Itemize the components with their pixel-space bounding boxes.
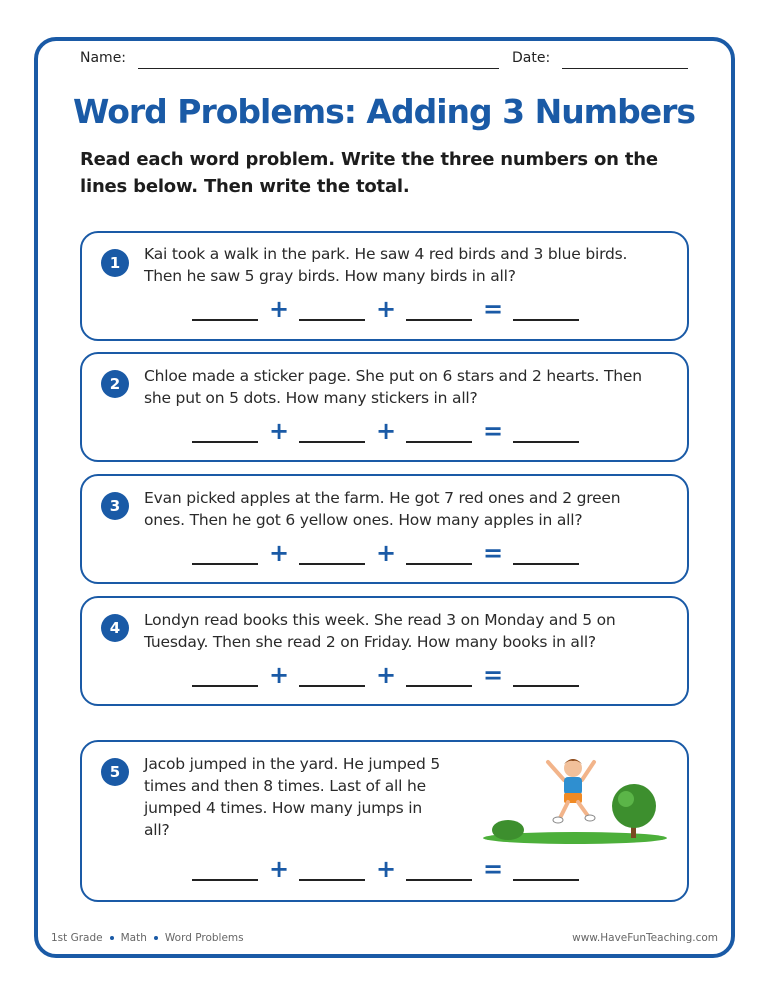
problem-card <box>80 596 689 706</box>
problem-text-line: Kai took a walk in the park. He saw 4 red birds and 3 blue birds. <box>144 245 628 263</box>
problem-text <box>144 365 642 409</box>
problem-text-line: Tuesday. Then she read 2 on Friday. How many books in all? <box>144 633 596 651</box>
answer-blank[interactable] <box>299 319 365 321</box>
plus-sign: + <box>375 855 397 883</box>
equals-sign: = <box>482 295 504 323</box>
name-line[interactable] <box>138 68 499 69</box>
plus-sign: + <box>375 295 397 323</box>
boy-jumping-illustration <box>480 754 672 854</box>
equation-row <box>192 855 592 885</box>
total-blank[interactable] <box>513 441 579 443</box>
problem-number-badge: 3 <box>101 492 129 520</box>
equals-sign: = <box>482 661 504 689</box>
plus-sign: + <box>268 295 290 323</box>
total-blank[interactable] <box>513 879 579 881</box>
equals-sign: = <box>482 539 504 567</box>
answer-blank[interactable] <box>406 319 472 321</box>
answer-blank[interactable] <box>192 685 258 687</box>
problem-text-line: Then he saw 5 gray birds. How many birds in all? <box>144 267 516 285</box>
instructions: Read each word problem. Write the three numbers on the lines below. Then write the total. <box>80 149 658 197</box>
page-title: Word Problems: Adding 3 Numbers <box>72 92 695 131</box>
plus-sign: + <box>375 661 397 689</box>
answer-blank[interactable] <box>192 441 258 443</box>
footer-topic: Word Problems <box>164 932 244 944</box>
tree-icon <box>612 784 656 828</box>
equation-row <box>192 417 592 447</box>
equation-row <box>192 295 592 325</box>
date-label: Date: <box>512 50 551 66</box>
boy-icon <box>548 759 595 823</box>
problem-text-line: she put on 5 dots. How many stickers in all? <box>144 389 478 407</box>
problem-text <box>144 609 616 653</box>
plus-sign: + <box>268 417 290 445</box>
answer-blank[interactable] <box>406 563 472 565</box>
equals-sign: = <box>482 855 504 883</box>
footer-subject: Math <box>120 932 147 944</box>
problem-number-badge: 2 <box>101 370 129 398</box>
problem-text-line: jumped 4 times. How many jumps in <box>144 799 422 817</box>
problem-number-badge: 4 <box>101 614 129 642</box>
plus-sign: + <box>375 539 397 567</box>
problem-number-badge: 5 <box>101 758 129 786</box>
problem-text-line: all? <box>144 821 170 839</box>
problem-card <box>80 740 689 902</box>
plus-sign: + <box>375 417 397 445</box>
problem-card <box>80 474 689 584</box>
plus-sign: + <box>268 855 290 883</box>
problem-text <box>144 243 627 287</box>
bush-icon <box>492 820 524 840</box>
answer-blank[interactable] <box>299 685 365 687</box>
answer-blank[interactable] <box>192 879 258 881</box>
answer-blank[interactable] <box>192 563 258 565</box>
equation-row <box>192 539 592 569</box>
footer-tags <box>51 932 244 944</box>
problem-text-line: Jacob jumped in the yard. He jumped 5 <box>144 755 441 773</box>
footer-site[interactable]: www.HaveFunTeaching.com <box>572 932 718 944</box>
answer-blank[interactable] <box>299 879 365 881</box>
total-blank[interactable] <box>513 563 579 565</box>
plus-sign: + <box>268 539 290 567</box>
answer-blank[interactable] <box>299 441 365 443</box>
problem-text <box>144 487 620 531</box>
equals-sign: = <box>482 417 504 445</box>
problem-text-line: times and then 8 times. Last of all he <box>144 777 426 795</box>
answer-blank[interactable] <box>406 685 472 687</box>
total-blank[interactable] <box>513 319 579 321</box>
date-line[interactable] <box>562 68 688 69</box>
problem-text-line: Evan picked apples at the farm. He got 7 red ones and 2 green <box>144 489 621 507</box>
bullet-icon <box>154 936 158 940</box>
footer-grade: 1st Grade <box>51 932 103 944</box>
problem-text <box>144 753 440 841</box>
answer-blank[interactable] <box>192 319 258 321</box>
problem-text-line: Londyn read books this week. She read 3 on Monday and 5 on <box>144 611 616 629</box>
answer-blank[interactable] <box>406 879 472 881</box>
equation-row <box>192 661 592 691</box>
name-label: Name: <box>80 50 127 66</box>
problem-text-line: ones. Then he got 6 yellow ones. How many apples in all? <box>144 511 583 529</box>
problem-card <box>80 352 689 462</box>
total-blank[interactable] <box>513 685 579 687</box>
answer-blank[interactable] <box>406 441 472 443</box>
problem-card <box>80 231 689 341</box>
answer-blank[interactable] <box>299 563 365 565</box>
problem-number-badge: 1 <box>101 249 129 277</box>
bullet-icon <box>110 936 114 940</box>
problem-text-line: Chloe made a sticker page. She put on 6 stars and 2 hearts. Then <box>144 367 642 385</box>
plus-sign: + <box>268 661 290 689</box>
